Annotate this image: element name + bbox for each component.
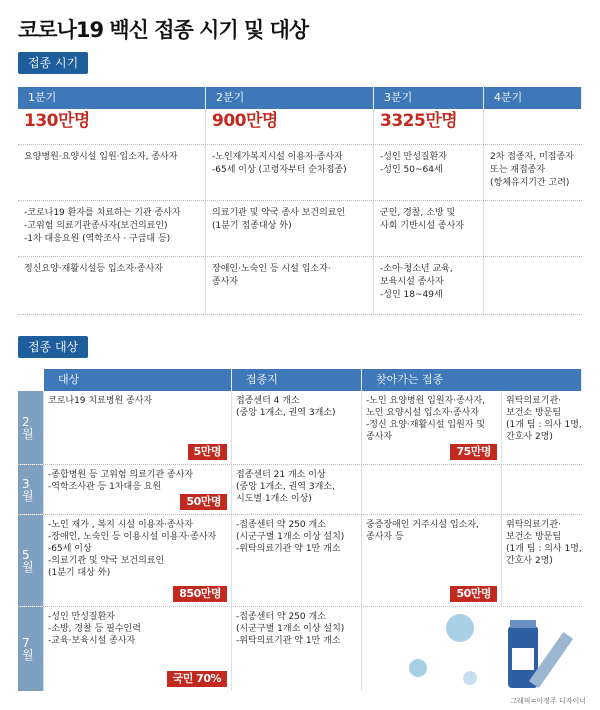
total-q4 (484, 109, 582, 144)
visit-cell: 중증장애인 거주시설 입소자, 종사자 등 50만명 (362, 515, 502, 606)
header-q3: 3분기 (374, 87, 484, 109)
totals-row (18, 109, 582, 145)
month-label: 5월 (18, 515, 44, 606)
header-q2: 2분기 (206, 87, 374, 109)
cell: -성인 만성질환자 -성인 50~64세 (374, 145, 484, 200)
cell: -노인재가복지시설 이용자·종사자 -65세 이상 (고령자부터 순차접종) (206, 145, 374, 200)
count-badge: 50만명 (180, 494, 227, 510)
schedule-label: 접종 시기 (18, 52, 88, 74)
schedule-row (18, 145, 582, 201)
target-row (18, 465, 582, 515)
schedule-row (18, 201, 582, 257)
header-target: 대상 (44, 369, 232, 391)
visit-team-cell: 위탁의료기관· 보건소 방문팀 (1개 팀 : 의사 1명, 간호사 2명) (506, 520, 582, 566)
schedule-row (18, 257, 582, 315)
header-q4: 4분기 (484, 87, 582, 109)
virus-icon (409, 659, 427, 677)
month-label: 3월 (18, 465, 44, 514)
count-badge: 5만명 (188, 444, 227, 460)
header-visit: 찾아가는 접종 (362, 369, 582, 391)
visit-cell: -노인 요양병원 입원자·종사자, 노인 요양시설 입소자·종사자 -정신 요양·재활시설 입원자 및 종사자 75만명 (362, 391, 502, 464)
target-label: 접종 대상 (18, 336, 88, 358)
cell: 요양병원·요양시설 입원·입소자, 종사자 (18, 145, 206, 200)
visit-team-cell: 위탁의료기관· 보건소 방문팀 (1개 팀 : 의사 1명, 간호사 2명) (506, 396, 582, 442)
header-q1: 1분기 (18, 87, 206, 109)
total-q3: 3325만명 (374, 109, 484, 144)
site-cell: -접종센터 약 250 개소 (시군구별 1개소 이상 설치) -위탁의료기관 약 1만 개소 (232, 515, 362, 606)
target-header (18, 369, 582, 391)
header-site: 접종지 (232, 369, 362, 391)
cell: 의료기관 및 약국 종사 보건의료인 (1분기 접종대상 外) (206, 201, 374, 256)
target-cell: -노인 재가 , 복지 시설 이용자·종사자 -장애인, 노숙인 등 이용시설 이용자·종사자 -65세 이상 -의료기관 및 약국 보건의료인 (1분기 대상 外) 850만명 (44, 515, 232, 606)
month-label: 7월 (18, 607, 44, 691)
cell: 장애인·노숙인 등 시설 입소자· 종사자 (206, 257, 374, 314)
vaccine-illustration (400, 590, 600, 700)
count-badge: 850만명 (173, 586, 227, 602)
month-label: 2월 (18, 391, 44, 464)
visit-cell (362, 465, 502, 514)
cell: -코로나19 환자를 치료하는 기관 종사자 -고위험 의료기관종사자(보건의료인) -1차 대응요원 (역학조사 · 구급대 등) (18, 201, 206, 256)
target-cell: -성인 만성질환자 -소방, 경찰 등 필수인력 -교육·보육시설 종사자 국민 70% (44, 607, 232, 691)
count-badge: 50만명 (450, 586, 497, 602)
page-title: 코로나19 백신 접종 시기 및 대상 (18, 18, 309, 42)
schedule-table (18, 87, 582, 315)
target-row (18, 391, 582, 465)
count-badge: 75만명 (450, 444, 497, 460)
site-cell: 접종센터 4 개소 (중앙 1개소, 권역 3개소) (232, 391, 362, 464)
site-cell: 접종센터 21 개소 이상 (중앙 1개소, 권역 3개소, 시도별 1개소 이상) (232, 465, 362, 514)
cell (484, 201, 582, 256)
schedule-header (18, 87, 582, 109)
count-badge: 국민 70% (167, 671, 227, 687)
total-q2: 900만명 (206, 109, 374, 144)
cell: 정신요양·재활시설등 입소자·종사자 (18, 257, 206, 314)
cell: -소아·청소년 교육, 보육시설 종사자 -성인 18~49세 (374, 257, 484, 314)
cell: 2차 접종자, 미접종자 또는 재접종자 (항체유지기간 고려) (490, 152, 574, 188)
cell: 군인, 경찰, 소방 및 사회 기반시설 종사자 (374, 201, 484, 256)
total-q1: 130만명 (18, 109, 206, 144)
target-cell: -종합병원 등 고위험 의료기관 종사자 -역학조사관 등 1차대응 요원 50만명 (44, 465, 232, 514)
site-cell: -접종센터 약 250 개소 (시군구별 1개소 이상 설치) -위탁의료기관 약 1만 개소 (232, 607, 362, 691)
visit-team-cell (502, 465, 582, 514)
target-cell: 코로나19 치료병원 종사자 5만명 (44, 391, 232, 464)
credit: 그래픽=이정주 디자이너 (510, 697, 586, 705)
virus-icon (463, 671, 477, 685)
virus-icon (446, 614, 474, 642)
cell (484, 257, 582, 314)
